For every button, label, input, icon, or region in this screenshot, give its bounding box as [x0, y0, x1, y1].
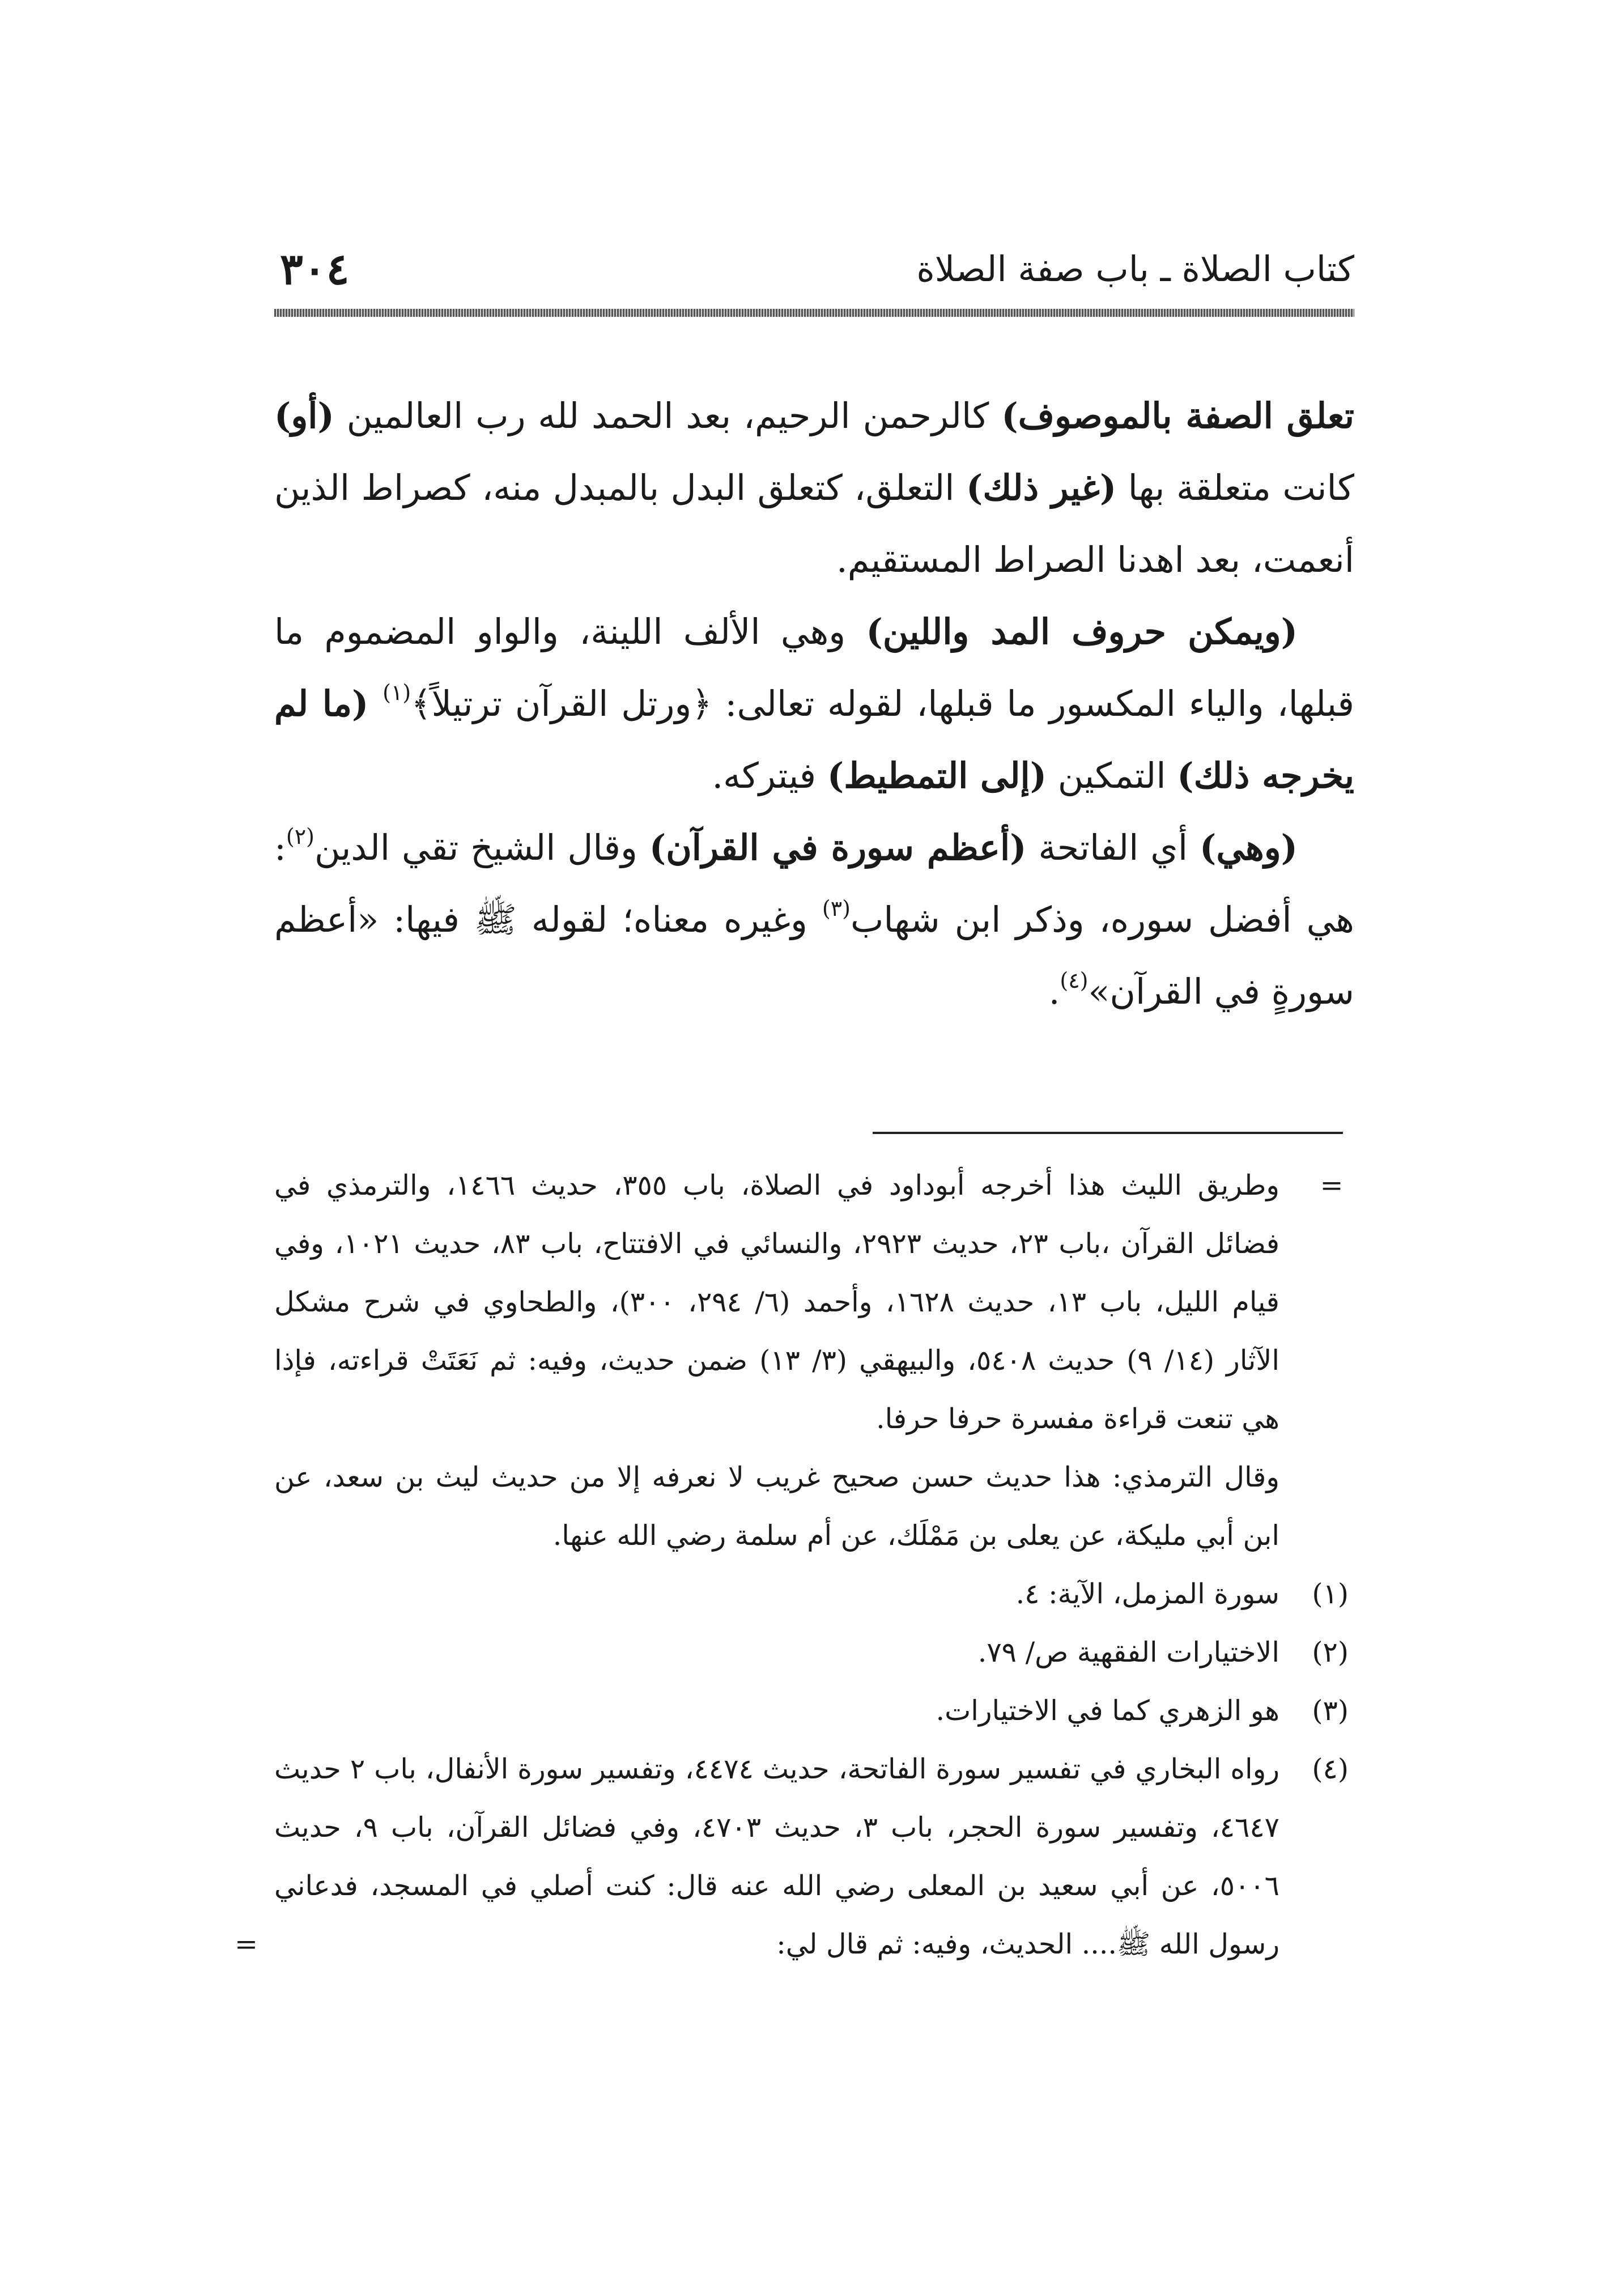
footnote-ref-4[interactable]: (٤): [1060, 968, 1089, 993]
paragraph-2: [274, 596, 1354, 812]
bold-term: (غير ذلك): [966, 467, 1117, 508]
footnote-number: (٣): [1312, 1695, 1349, 1727]
text-run: : هي أفضل سوره، وذكر ابن شهاب: [274, 827, 1354, 940]
footnote-text: وطريق الليث هذا أخرجه أبوداود في الصلاة، باب ٣٥٥، حديث ١٤٦٦، والترمذي في فضائل القرآن ،باب ٢٣، حديث ٢٩٢٣، والنسائي في الافتتاح، باب ٨٣، حديث ١٠٢١، وفي قيام الليل، باب ١٣، حديث ١٦٢٨، وأحمد (٦/ ٢٩٤، ٣٠٠)، والطحاوي في شرح مشكل الآثار (١٤/ ٩) حديث ٥٤٠٨، والبيهقي (٣/ ١٣) ضمن حديث، وفيه: ثم نَعَتَتْ قراءته، فإذا هي تنعت قراءة مفسرة حرفا حرفا.: [274, 1169, 1279, 1435]
footnote-text: هو الزهري كما في الاختيارات.: [936, 1695, 1279, 1727]
footnote-number: (٢): [1312, 1636, 1349, 1668]
footnote-continuation-2: [274, 1448, 1354, 1565]
main-text: [274, 380, 1354, 1027]
footnote-number: (٤): [1312, 1753, 1349, 1785]
footnote-number: (١): [1312, 1578, 1349, 1610]
text-run: أي الفاتحة: [1026, 827, 1200, 868]
text-run: .: [1048, 971, 1060, 1012]
footnote-ref-3[interactable]: (٣): [822, 896, 851, 922]
continuation-marker-end: =: [235, 1928, 258, 1960]
header-divider: [274, 309, 1354, 317]
text-run: التمكين: [1047, 755, 1177, 796]
footnote-1: [274, 1565, 1354, 1623]
paragraph-1: [274, 380, 1354, 596]
bold-term: (إلى التمطيط): [827, 755, 1047, 796]
footnote-ref-2[interactable]: (٢): [286, 824, 314, 850]
bold-term: (ما لم يخرجه ذلك): [274, 683, 1354, 796]
text-run: كانت متعلقة بها: [1116, 467, 1354, 508]
footnote-text: وقال الترمذي: هذا حديث حسن صحيح غريب لا نعرفه إلا من حديث ليث بن سعد، عن ابن أبي مليكة، عن يعلى بن مَمْلَك، عن أم سلمة رضي الله عنها.: [274, 1461, 1279, 1552]
text-run: وهي الألف اللينة، والواو المضموم ما قبلها، والياء المكسور ما قبلها، لقوله تعالى: ﴿ورتل القرآن ترتيلاً﴾: [274, 611, 1354, 724]
page-number: ٣٠٤: [280, 244, 350, 294]
footnote-ref-1[interactable]: (١): [382, 680, 411, 706]
footnote-3: [274, 1681, 1354, 1740]
running-header: [274, 235, 1354, 320]
footnote-text: سورة المزمل، الآية: ٤.: [1015, 1578, 1279, 1610]
bold-term: (أو): [274, 395, 334, 436]
continuation-marker: =: [1320, 1169, 1344, 1201]
bold-term: (أعظم سورة في القرآن): [649, 827, 1027, 868]
chapter-title: كتاب الصلاة ـ باب صفة الصلاة: [916, 248, 1354, 290]
bold-term: تعلق الصفة بالموصوف): [1001, 395, 1354, 436]
text-run: وغيره معناه؛ لقوله ﷺ فيها: «أعظم سورةٍ في القرآن»: [274, 899, 1354, 1012]
footnote-text: رواه البخاري في تفسير سورة الفاتحة، حديث ٤٤٧٤، وتفسير سورة الأنفال، باب ٢ حديث ٤٦٤٧، وتفسير سورة الحجر، باب ٣، حديث ٤٧٠٣، وفي فضائل القرآن، باب ٩، حديث ٥٠٠٦، عن أبي سعيد بن المعلى رضي الله عنه قال: كنت أصلي في المسجد، فدعاني رسول الله ﷺ.... الحديث، وفيه: ثم قال لي:: [274, 1753, 1280, 1960]
footnote-text: الاختيارات الفقهية ص/ ٧٩.: [977, 1636, 1279, 1668]
text-run: التعلق، كتعلق البدل بالمبدل منه، كصراط الذين أنعمت، بعد اهدنا الصراط المستقيم.: [274, 467, 1354, 580]
bold-term: (وهي): [1200, 827, 1298, 868]
bold-term: (ويمكن حروف المد واللين): [866, 611, 1298, 652]
footnote-divider: [873, 1132, 1343, 1134]
text-run: فيتركه.: [712, 755, 827, 796]
paragraph-3: [274, 812, 1354, 1027]
footnote-continuation: [274, 1156, 1354, 1448]
text-run: كالرحمن الرحيم، بعد الحمد لله رب العالمين: [334, 395, 1002, 436]
footnotes: [235, 1156, 1354, 1973]
footnote-4: [235, 1740, 1354, 1973]
text-run: وقال الشيخ تقي الدين: [314, 827, 649, 868]
footnote-2: [274, 1623, 1354, 1681]
